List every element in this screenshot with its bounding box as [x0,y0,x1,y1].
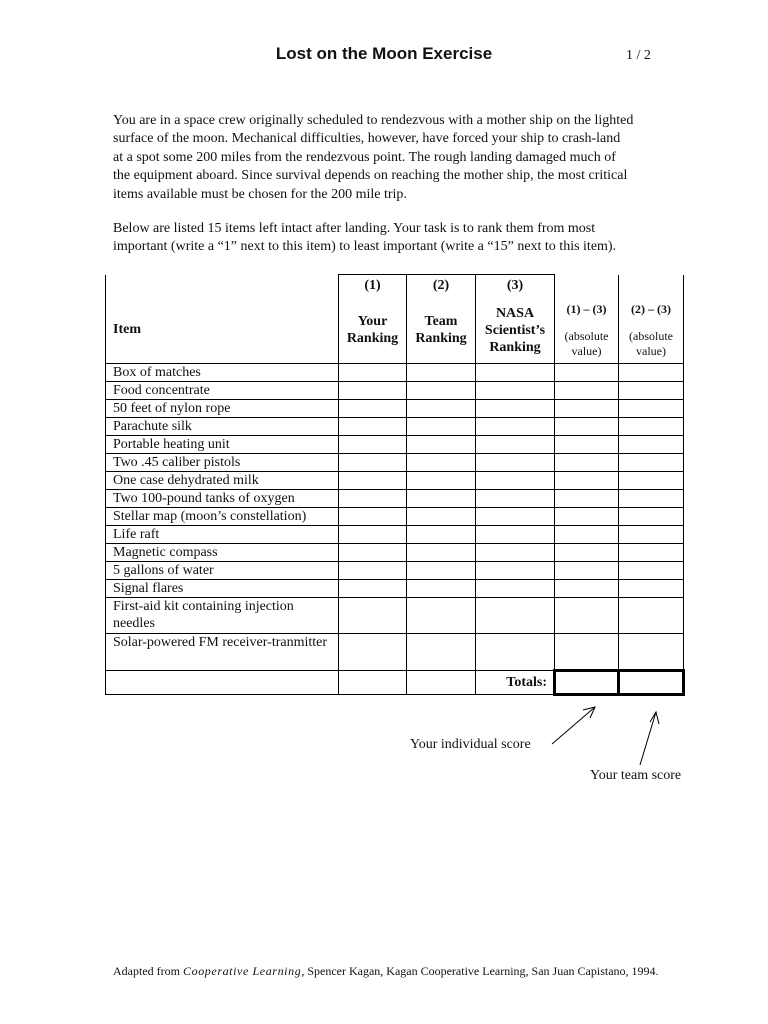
individual-score-arrow [552,707,595,744]
footer-prefix: Adapted from [113,964,183,978]
item-name: Life raft [106,526,339,544]
item-name: Stellar map (moon’s constellation) [106,508,339,526]
item-name: Solar-powered FM receiver-tranmitter [106,634,339,671]
item-name: Signal flares [106,580,339,598]
item-name: 5 gallons of water [106,562,339,580]
footer-source: Cooperative Learning [182,964,302,978]
footer-suffix: , Spencer Kagan, Kagan Cooperative Learning, San Juan Capistano, 1994. [301,964,659,978]
page-number: 1 / 2 [626,48,651,63]
item-name: 50 feet of nylon rope [106,400,339,418]
item-name: Portable heating unit [106,436,339,454]
item-name: First-aid kit containing injection needles [106,598,339,634]
item-name: Food concentrate [106,382,339,400]
nasa-ranking-header: NASA Scientist’s Ranking [476,297,555,364]
item-name: Two .45 caliber pistols [106,454,339,472]
individual-score-note: Your individual score [410,737,531,752]
diff-1-3-header: (1) – (3) (absolute value) [555,297,619,364]
team-score-note: Your team score [590,768,682,783]
page-title: Lost on the Moon Exercise [275,44,493,63]
totals-label: Totals: [476,671,555,695]
col1-number: (1) [339,275,407,298]
item-name: Two 100-pound tanks of oxygen [106,490,339,508]
item-name: Parachute silk [106,418,339,436]
footer-citation [113,964,659,979]
your-ranking-header: Your Ranking [339,297,407,364]
instructions-paragraph: Below are listed 15 items left intact after landing. Your task is to rank them from most important (write a “1” next to this item) to least important (write a “15” next to this item). [113,221,617,255]
intro-paragraph: You are in a space crew originally scheduled to rendezvous with a mother ship on the lighted surface of the moon. Mechanical difficulties, however, have forced your ship to crash-land at a spot some 200 miles from the rendezvous point. The rough landing damaged much of the equipment aboard. Since survival depends on reaching the mother ship, the most critical items available must be chosen for the 200 mile trip. [113,113,634,202]
item-name: Magnetic compass [106,544,339,562]
team-score-arrow [640,712,656,765]
item-name: One case dehydrated milk [106,472,339,490]
item-header: Item [106,297,339,364]
col2-number: (2) [407,275,476,298]
diff-2-3-header: (2) – (3) (absolute value) [619,297,684,364]
col3-number: (3) [476,275,555,298]
team-ranking-header: Team Ranking [407,297,476,364]
item-name: Box of matches [106,364,339,382]
